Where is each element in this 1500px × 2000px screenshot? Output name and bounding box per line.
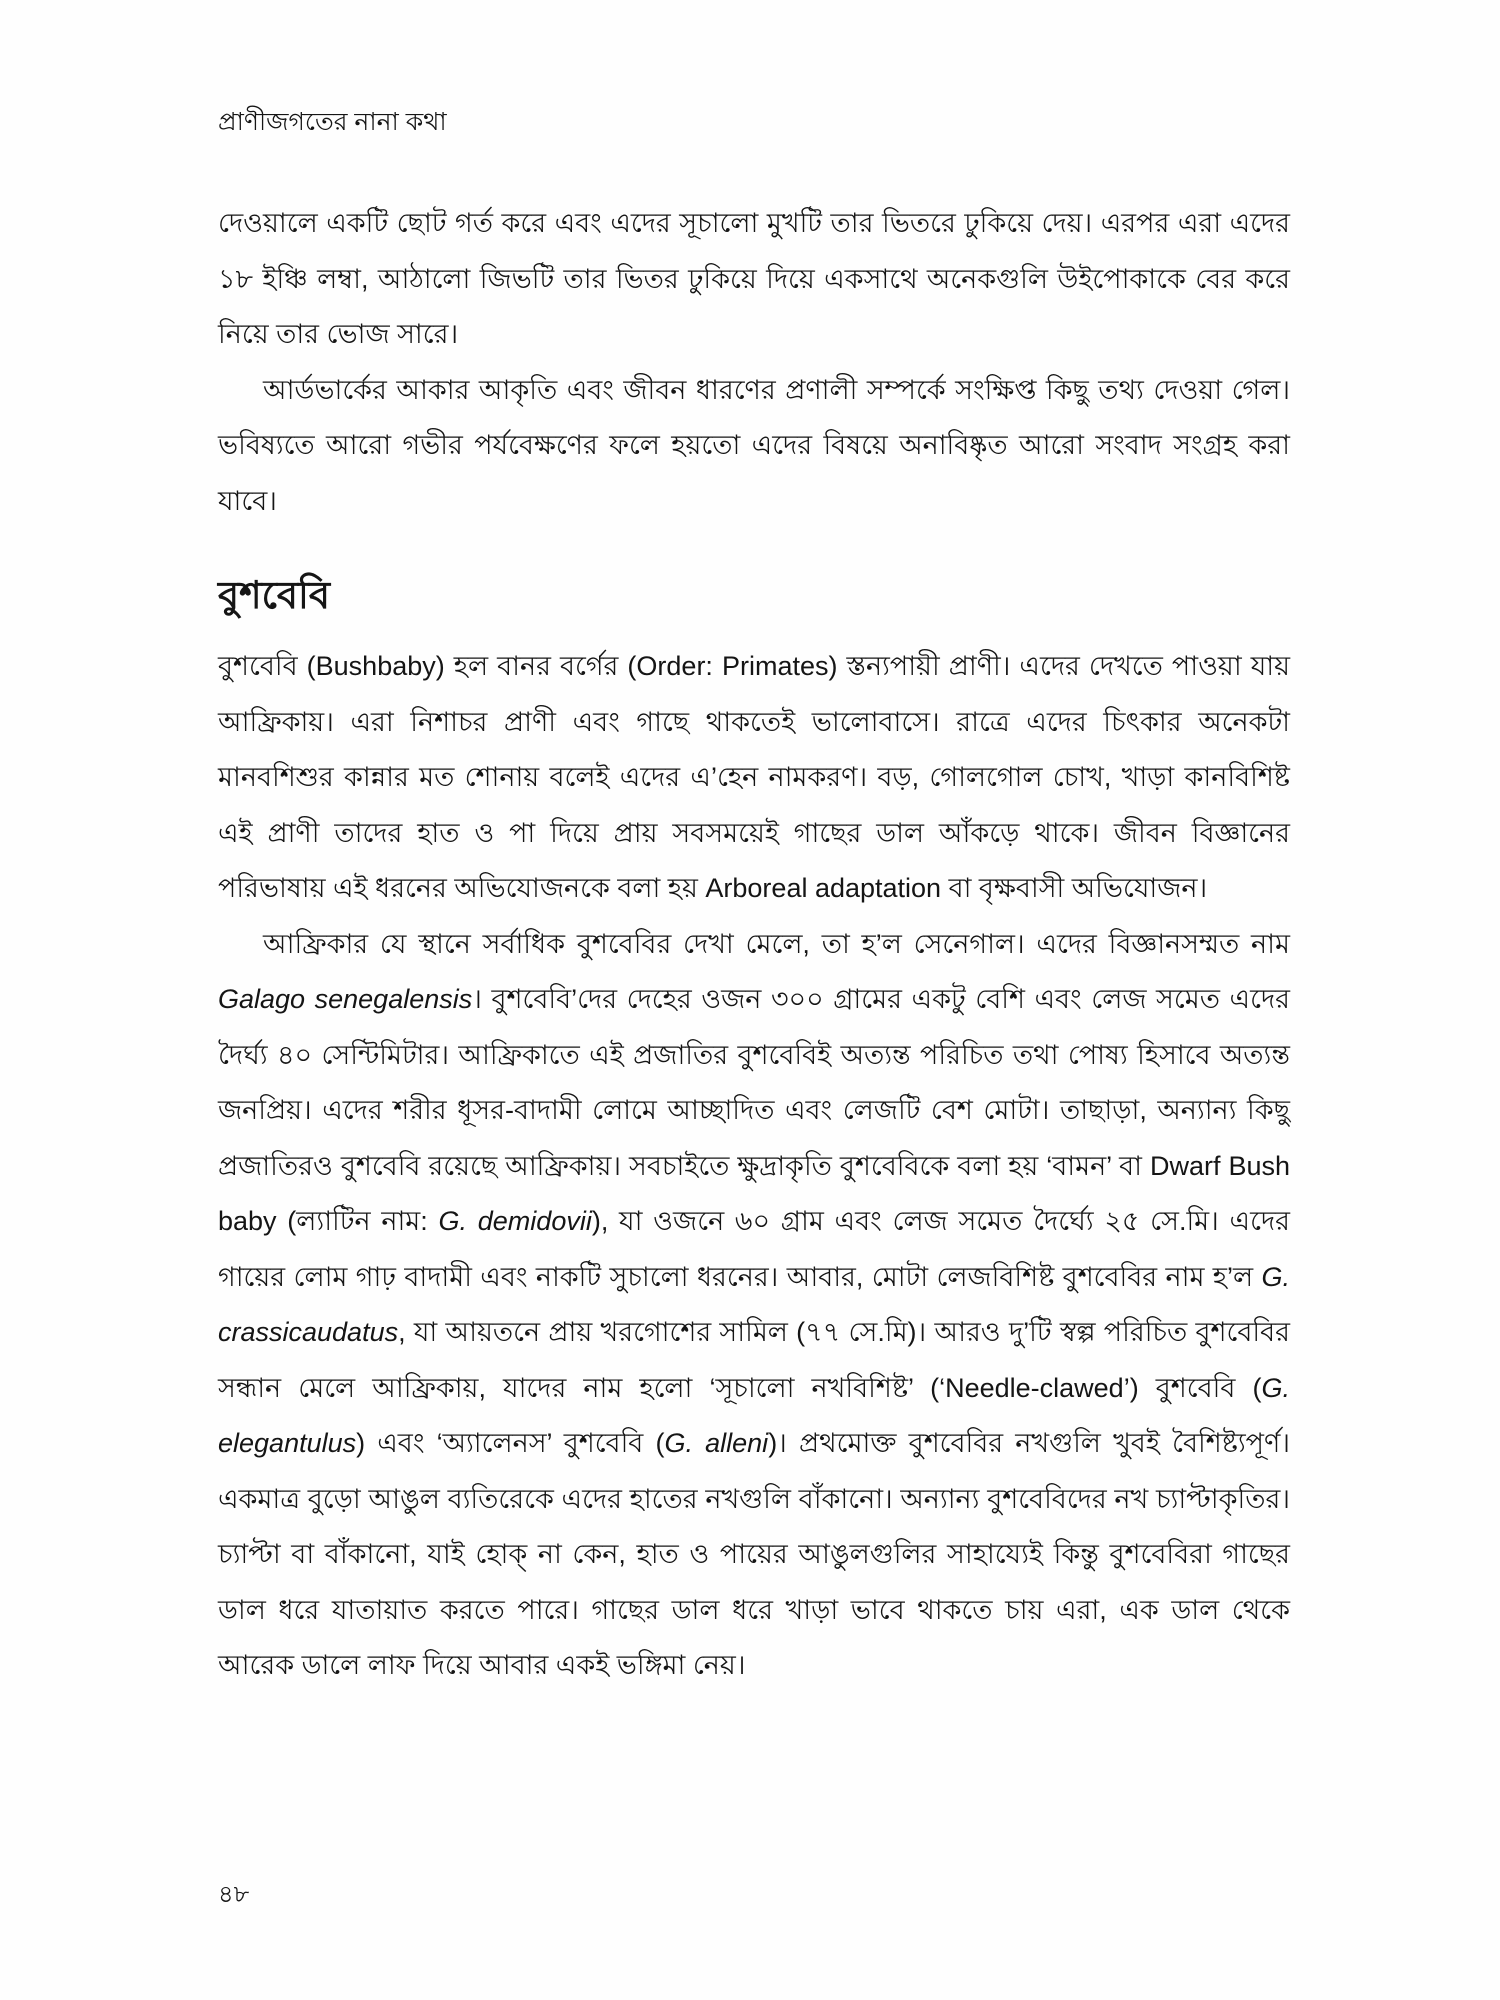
scientific-name: G. elegantulus bbox=[218, 1372, 1290, 1458]
running-head: প্রাণীজগতের নানা কথা bbox=[218, 108, 447, 136]
text-run: আফ্রিকার যে স্থানে সর্বাধিক বুশবেবির দেখা মেলে, তা হ’ল সেনেগাল। এদের বিজ্ঞানসম্মত নাম bbox=[263, 928, 1290, 959]
text-run: দেওয়ালে একটি ছোট গর্ত করে এবং এদের সূচালো মুখটি তার ভিতরে ঢুকিয়ে দেয়। এরপর এরা এদের ১৮ ইঞ্চি লম্বা, আঠালো জিভটি তার ভিতর ঢুকিয়ে দিয়ে একসাথে অনেকগুলি উইপোকাকে বের করে নিয়ে তার ভোজ সারে। bbox=[218, 208, 1290, 349]
text-run: ), যা ওজনে ৬০ গ্রাম এবং লেজ সমেত দৈর্ঘ্যে ২৫ সে.মি। এদের গায়ের লোম গাঢ় বাদামী এবং নাকটি সুচালো ধরনের। আবার, মোটা লেজবিশিষ্ট বুশবেবির নাম হ’ল bbox=[218, 1206, 1290, 1292]
paragraph-bushbaby-intro bbox=[218, 639, 1290, 917]
paragraph-aardvark-summary bbox=[218, 363, 1290, 530]
text-run: ) এবং ‘অ্যালেন‌স’ বুশবেবি ( bbox=[356, 1428, 665, 1458]
text-run: বুশবেবি (Bushbaby) হল বানর বর্গের (Order: Primates) স্তন্যপায়ী প্রাণী। এদের দেখতে পাওয়া যায় আফ্রিকায়। এরা নিশাচর প্রাণী এবং গাছে থাকতেই ভালোবাসে। রাত্রে এদের চিৎকার অনেকটা মানবশিশুর কান্নার মত শোনায় বলেই এদের এ’হেন নামকরণ। বড়, গোলগোল চোখ, খাড়া কানবিশিষ্ট এই প্রাণী তাদের হাত ও পা দিয়ে প্রায় সবসময়েই গাছের ডাল আঁকড়ে থাকে। জীবন বিজ্ঞানের পরিভাষায় এই ধরনের অভিযোজনকে বলা হয় Arboreal adaptation বা বৃক্ষবাসী অভিযোজন। bbox=[218, 651, 1290, 903]
scientific-name: G. crassicaudatus bbox=[218, 1261, 1290, 1347]
paragraph-aardvark-continued bbox=[218, 196, 1290, 363]
text-run: আর্ডভার্কের আকার আকৃতি এবং জীবন ধারণের প্রণালী সম্পর্কে সংক্ষিপ্ত কিছু তথ্য দেওয়া গেল। ভবিষ্যতে আরো গভীর পর্যবেক্ষণের ফলে হয়তো এদের বিষয়ে অনাবিষ্কৃত আরো সংবাদ সংগ্রহ করা যাবে। bbox=[218, 374, 1290, 516]
scientific-name: G. demidovii bbox=[438, 1206, 592, 1236]
text-run: )। প্রথমোক্ত বুশবেবির নখগুলি খুবই বৈশিষ্ট্যপূর্ণ। একমাত্র বুড়ো আঙুল ব্যতিরেকে এদের হাতের নখগুলি বাঁকানো। অন্যান্য বুশবেবিদের নখ চ্যাপ্টাকৃতির। চ্যাপ্টা বা বাঁকানো, যাই হোক্ না কেন, হাত ও পায়ের আঙুলগুলির সাহায্যেই কিন্তু বুশবেবিরা গাছের ডাল ধরে যাতায়াত করতে পারে। গাছের ডাল ধরে খাড়া ভাবে থাকতে চায় এরা, এক ডাল থেকে আরেক ডালে লাফ দিয়ে আবার একই ভঙ্গিমা নেয়। bbox=[218, 1428, 1290, 1680]
text-run: । বুশবেবি’দের দেহের ওজন ৩০০ গ্রামের একটু বেশি এবং লেজ সমেত এদের দৈর্ঘ্য ৪০ সেন্টিমিটার। আফ্রিকাতে এই প্রজাতির বুশবেবিই অত্যন্ত পরিচিত তথা পোষ্য হিসাবে অত্যন্ত জনপ্রিয়। এদের শরীর ধূসর-বাদামী লোমে আচ্ছাদিত এবং লেজটি বেশ মোটা। তাছাড়া, অন্যান্য কিছু প্রজাতিরও বুশবেবি রয়েছে আফ্রিকায়। সবচাইতে ক্ষুদ্রাকৃতি বুশবেবিকে বলা হয় ‘বামন’ বা Dwarf Bush baby (ল্যাটিন নাম: bbox=[218, 984, 1290, 1236]
page-body bbox=[218, 196, 1290, 1694]
scientific-name: G. alleni bbox=[664, 1428, 769, 1458]
text-run: , যা আয়তনে প্রায় খরগোশের সামিল (৭৭ সে.মি)। আরও দু’টি স্বল্প পরিচিত বুশবেবির সন্ধান মেলে আফ্রিকায়, যাদের নাম হলো ‘সূচালো নখবিশিষ্ট’ (‘Needle-clawed’) বুশবেবি ( bbox=[218, 1317, 1290, 1403]
scientific-name: Galago senegalensis bbox=[218, 984, 473, 1014]
section-heading: বুশবেবি bbox=[218, 575, 331, 617]
paragraph-bushbaby-species bbox=[218, 917, 1290, 1694]
page-number: ৪৮ bbox=[218, 1881, 250, 1908]
